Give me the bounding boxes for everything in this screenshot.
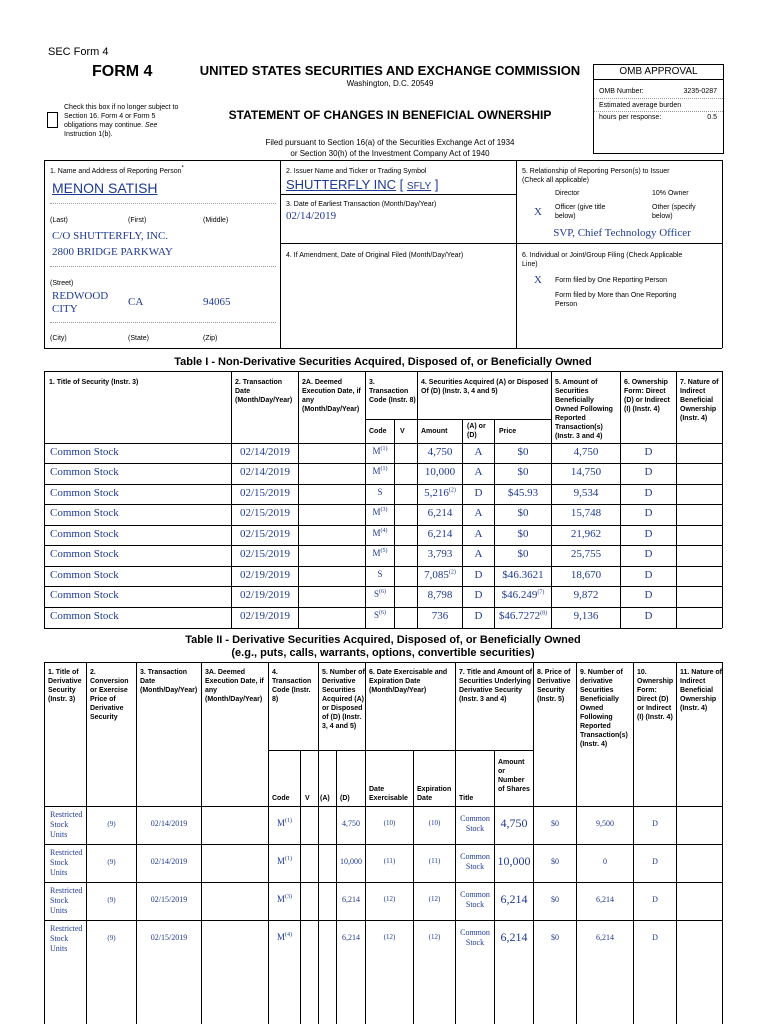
amount-owned: 15,748 [570, 507, 602, 519]
table-row-divider [44, 844, 722, 845]
securities-amount: 6,214 [427, 507, 453, 519]
transaction-code: $M^{(1)}$ [276, 856, 292, 866]
t2-exp-header: Expiration Date [417, 786, 452, 802]
city-label: (City) [50, 335, 67, 342]
security-title: Common Stock [50, 528, 119, 540]
price: $46.3621 [502, 569, 544, 581]
t1-col5-header: 5. Amount of Securities Beneficially Owned Following Reported Transaction(s) (Instr. 3 and 4) [555, 379, 613, 440]
reporting-person-name[interactable]: MENON SATISH [52, 180, 158, 196]
derivatives-owned: 9,500 [596, 819, 614, 828]
acquired-or-disposed: D [474, 487, 483, 499]
disposed-d: 10,000 [340, 857, 362, 866]
ownership-form: D [644, 569, 653, 581]
t2-col9-header: 9. Number of derivative Securities Beneficially Owned Following Reported Transaction(s) (Instr. 4) [580, 669, 628, 748]
transaction-code: $S^{(6)}$ [373, 610, 386, 620]
expiration-date: (12) [428, 933, 441, 941]
transaction-code: $M^{(3)}$ [372, 507, 388, 517]
amount-owned: 14,750 [570, 466, 602, 478]
derivative-price: $0 [551, 895, 559, 904]
disposed-d: 4,750 [342, 819, 360, 828]
transaction-code: S [377, 569, 383, 579]
security-title: Common Stock [50, 548, 119, 560]
transaction-date: 02/14/2019 [150, 819, 188, 828]
officer-option: Officer (give title below) [555, 204, 606, 220]
transaction-date: 02/14/2019 [239, 446, 291, 458]
transaction-code: $M^{(1)}$ [372, 446, 388, 456]
t2-v-header: V [305, 795, 310, 802]
omb-burden-label: Estimated average burden [599, 102, 682, 109]
t1-aord-header: (A) or (D) [467, 423, 486, 439]
price: $45.93 [507, 487, 539, 499]
t1-col7-header: 7. Nature of Indirect Beneficial Ownership (Instr. 4) [680, 379, 719, 422]
derivative-title: Restricted Stock Units [50, 810, 83, 839]
amount-owned: 9,136 [573, 610, 599, 622]
t1-col6-header: 6. Ownership Form: Direct (D) or Indirect (I) (Instr. 4) [624, 379, 670, 413]
issuer-label: 2. Issuer Name and Ticker or Trading Symbol [286, 168, 427, 175]
statement-title: STATEMENT OF CHANGES IN BENEFICIAL OWNERSHIP [228, 108, 552, 122]
middle-label: (Middle) [203, 217, 229, 224]
acquired-or-disposed: A [474, 548, 483, 560]
filing-check-mark: X [534, 274, 542, 286]
t2-d-header: (D) [340, 795, 350, 802]
t2-col4-header: 4. Transaction Code (Instr. 8) [272, 669, 312, 703]
address-line1: C/O SHUTTERFLY, INC. [52, 230, 169, 242]
amount-owned: 4,750 [573, 446, 599, 458]
t2-title-header: Title [459, 795, 474, 802]
officer-title: SVP, Chief Technology Officer [553, 227, 691, 239]
transaction-code: $M^{(1)}$ [276, 818, 292, 828]
filing-label: 6. Individual or Joint/Group Filing (Check Applicable Line) [522, 252, 683, 268]
price: $46.249$^{(7)}$ [501, 589, 545, 601]
table2-title: Table II - Derivative Securities Acquired, Disposed of, or Beneficially Owned (e.g., puts, calls, warrants, options, convertible securities) [185, 634, 581, 659]
price: $0 [517, 446, 529, 458]
amount-owned: 9,872 [573, 589, 599, 601]
derivative-price: $0 [551, 933, 559, 942]
table1-title: Table I - Non-Derivative Securities Acquired, Disposed of, or Beneficially Owned [174, 356, 592, 368]
date-exercisable: (11) [383, 857, 396, 865]
transaction-code: $M^{(1)}$ [372, 466, 388, 476]
table-row-divider [44, 484, 722, 485]
omb-number-value: 3235-0287 [683, 88, 717, 95]
derivative-title: Restricted Stock Units [50, 886, 83, 915]
disposed-d: 6,214 [342, 895, 360, 904]
underlying-title: Common Stock [460, 814, 490, 833]
sec-form-label: SEC Form 4 [48, 46, 109, 58]
transaction-code: $S^{(6)}$ [373, 589, 386, 599]
first-label: (First) [128, 217, 147, 224]
amendment-label: 4. If Amendment, Date of Original Filed (Month/Day/Year) [286, 252, 464, 259]
security-title: Common Stock [50, 487, 119, 499]
acquired-or-disposed: D [474, 569, 483, 581]
table-row-divider [44, 882, 722, 883]
t1-col1-header: 1. Title of Security (Instr. 3) [49, 379, 139, 386]
transaction-date: 02/15/2019 [239, 528, 291, 540]
t2-amount-header: Amount or Number of Shares [498, 759, 530, 793]
acquired-or-disposed: D [474, 589, 483, 601]
filed-pursuant: Filed pursuant to Section 16(a) of the Securities Exchange Act of 1934 or Section 30(h) of the Investment Company Act of 1940 [265, 138, 515, 158]
derivatives-owned: 6,214 [596, 895, 614, 904]
ownership-form: D [652, 857, 658, 866]
securities-amount: 3,793 [427, 548, 453, 560]
securities-amount: 736 [431, 610, 449, 622]
omb-title: OMB APPROVAL [594, 65, 723, 80]
omb-hours-value: 0.5 [707, 114, 717, 121]
ownership-form: D [644, 446, 653, 458]
ownership-form: D [644, 589, 653, 601]
ownership-form: D [644, 528, 653, 540]
ownership-form: D [644, 610, 653, 622]
underlying-amount: 6,214 [500, 930, 528, 944]
amount-owned: 25,755 [570, 548, 602, 560]
acquired-or-disposed: D [474, 610, 483, 622]
director-option: Director [555, 190, 580, 197]
transaction-date: 02/15/2019 [239, 507, 291, 519]
derivatives-owned: 6,214 [596, 933, 614, 942]
ownership-form: D [652, 895, 658, 904]
ownership-form: D [644, 507, 653, 519]
price: $0 [517, 507, 529, 519]
amount-owned: 9,534 [573, 487, 599, 499]
expiration-date: (10) [428, 819, 441, 827]
state-value: CA [128, 296, 144, 308]
ownership-form: D [644, 548, 653, 560]
expiration-date: (12) [428, 895, 441, 903]
underlying-amount: 10,000 [497, 854, 531, 868]
form-title: FORM 4 [92, 63, 153, 80]
acquired-or-disposed: A [474, 507, 483, 519]
table-row-divider [44, 504, 722, 505]
t2-col6-header: 6. Date Exercisable and Expiration Date (Month/Day/Year) [369, 669, 448, 694]
securities-amount: 4,750 [427, 446, 453, 458]
amount-owned: 18,670 [570, 569, 602, 581]
ownership-form: D [644, 487, 653, 499]
commission-title: UNITED STATES SECURITIES AND EXCHANGE COMMISSION [199, 63, 581, 78]
address-line2: 2800 BRIDGE PARKWAY [52, 246, 173, 258]
securities-amount: 10,000 [424, 466, 456, 478]
t1-v-header: V [400, 428, 405, 435]
checkbox-instructions: Check this box if no longer subject to Section 16. Form 4 or Form 5 obligations may continue. See Instruction 1(b). [64, 104, 179, 138]
t1-col2a-header: 2A. Deemed Execution Date, if any (Month/Day/Year) [302, 379, 361, 413]
t2-col8-header: 8. Price of Derivative Security (Instr. 5) [537, 669, 571, 703]
transaction-date: 02/15/2019 [150, 895, 188, 904]
date-exercisable: (12) [383, 933, 396, 941]
city-value: REDWOOD CITY [52, 290, 109, 315]
transaction-date: 02/15/2019 [239, 487, 291, 499]
security-title: Common Stock [50, 569, 119, 581]
conversion-price: (9) [107, 934, 116, 942]
price: $0 [517, 548, 529, 560]
t2-col3-header: 3. Transaction Date (Month/Day/Year) [140, 669, 198, 694]
security-title: Common Stock [50, 507, 119, 519]
underlying-title: Common Stock [460, 890, 490, 909]
derivative-price: $0 [551, 819, 559, 828]
derivative-title: Restricted Stock Units [50, 848, 83, 877]
transaction-code: S [377, 487, 383, 497]
security-title: Common Stock [50, 589, 119, 601]
ownership-form: D [644, 466, 653, 478]
filing-one-option: Form filed by One Reporting Person [555, 277, 668, 284]
date-exercisable: (12) [383, 895, 396, 903]
t2-col11-header: 11. Nature of Indirect Beneficial Ownership (Instr. 4) [680, 669, 723, 712]
t1-col3-header: 3. Transaction Code (Instr. 8) [369, 379, 416, 404]
table-row-divider [44, 566, 722, 567]
t2-date-ex-header: Date Exercisable [369, 786, 408, 802]
omb-hours-label: hours per response: [599, 114, 662, 121]
underlying-amount: 4,750 [500, 816, 528, 830]
t1-amount-header: Amount [421, 428, 448, 435]
derivative-price: $0 [551, 857, 559, 866]
underlying-title: Common Stock [460, 852, 490, 871]
officer-check-mark: X [534, 206, 542, 218]
earliest-date-value: 02/14/2019 [286, 210, 337, 222]
security-title: Common Stock [50, 610, 119, 622]
t1-price-header: Price [499, 428, 517, 435]
securities-amount: 6,214 [427, 528, 453, 540]
acquired-or-disposed: A [474, 446, 483, 458]
no-longer-subject-checkbox[interactable] [47, 112, 58, 128]
zip-value: 94065 [203, 296, 231, 308]
securities-amount: 5,216$^{(2)}$ [424, 487, 456, 499]
t1-col4-header: 4. Securities Acquired (A) or Disposed Of (D) (Instr. 3, 4 and 5) [421, 379, 549, 395]
last-label: (Last) [50, 217, 68, 224]
table-row-divider [44, 607, 722, 608]
acquired-or-disposed: A [474, 528, 483, 540]
zip-label: (Zip) [203, 335, 218, 342]
transaction-code: $M^{(3)}$ [276, 894, 292, 904]
ten-percent-owner-option: 10% Owner [652, 190, 689, 197]
transaction-date: 02/19/2019 [239, 589, 291, 601]
omb-number-label: OMB Number: [599, 88, 644, 95]
transaction-date: 02/14/2019 [150, 857, 188, 866]
state-label: (State) [128, 335, 150, 342]
acquired-or-disposed: A [474, 466, 483, 478]
table-row-divider [44, 545, 722, 546]
security-title: Common Stock [50, 466, 119, 478]
transaction-code: $M^{(5)}$ [372, 548, 388, 558]
date-exercisable: (10) [383, 819, 396, 827]
t2-col7-header: 7. Title and Amount of Securities Underlying Derivative Security (Instr. 3 and 4) [459, 669, 533, 703]
conversion-price: (9) [107, 858, 116, 866]
securities-amount: 8,798 [427, 589, 453, 601]
omb-approval-box [593, 64, 724, 154]
expiration-date: (11) [428, 857, 441, 865]
t2-col3a-header: 3A. Deemed Execution Date, if any (Month/Day/Year) [205, 669, 264, 703]
derivatives-owned: 0 [603, 857, 607, 866]
transaction-date: 02/15/2019 [239, 548, 291, 560]
security-title: Common Stock [50, 446, 119, 458]
table-row-divider [44, 920, 722, 921]
underlying-title: Common Stock [460, 928, 490, 947]
table-row-divider [44, 525, 722, 526]
t2-col2-header: 2. Conversion or Exercise Price of Derivative Security [90, 669, 129, 721]
t2-col10-header: 10. Ownership Form: Direct (D) or Indirect (I) (Instr. 4) [637, 669, 674, 721]
t2-col5-header: 5. Number of Derivative Securities Acquired (A) or Disposed of (D) (Instr. 3, 4 and 5) [322, 669, 365, 730]
price: $0 [517, 466, 529, 478]
transaction-date: 02/19/2019 [239, 569, 291, 581]
issuer-name[interactable]: SHUTTERFLY INC [ SFLY ] [286, 177, 439, 192]
ownership-form: D [652, 933, 658, 942]
table-row-divider [44, 463, 722, 464]
earliest-date-label: 3. Date of Earliest Transaction (Month/Day/Year) [286, 201, 437, 208]
transaction-date: 02/14/2019 [239, 466, 291, 478]
price: $0 [517, 528, 529, 540]
underlying-amount: 6,214 [500, 892, 528, 906]
conversion-price: (9) [107, 820, 116, 828]
t2-col1-header: 1. Title of Derivative Security (Instr. 3) [48, 669, 82, 703]
ownership-form: D [652, 819, 658, 828]
transaction-code: $M^{(4)}$ [372, 528, 388, 538]
other-option: Other (specify below) [652, 204, 696, 220]
amount-owned: 21,962 [570, 528, 602, 540]
t2-a-header: (A) [320, 795, 330, 802]
street-label: (Street) [50, 280, 74, 287]
transaction-date: 02/19/2019 [239, 610, 291, 622]
disposed-d: 6,214 [342, 933, 360, 942]
t1-code-header: Code [369, 428, 387, 435]
filing-more-option: Form filed by More than One Reporting Person [555, 292, 677, 308]
price: $46.7272$^{(8)}$ [498, 610, 548, 622]
relationship-label: 5. Relationship of Reporting Person(s) to Issuer (Check all applicable) [522, 168, 670, 184]
t1-col2-header: 2. Transaction Date (Month/Day/Year) [235, 379, 293, 404]
securities-amount: 7,085$^{(2)}$ [424, 569, 456, 581]
transaction-date: 02/15/2019 [150, 933, 188, 942]
table-row-divider [44, 586, 722, 587]
commission-location: Washington, D.C. 20549 [346, 79, 434, 88]
derivative-title: Restricted Stock Units [50, 924, 83, 953]
reporting-person-label: 1. Name and Address of Reporting Person* [50, 165, 184, 175]
t2-code-header: Code [272, 795, 290, 802]
conversion-price: (9) [107, 896, 116, 904]
transaction-code: $M^{(4)}$ [276, 932, 292, 942]
